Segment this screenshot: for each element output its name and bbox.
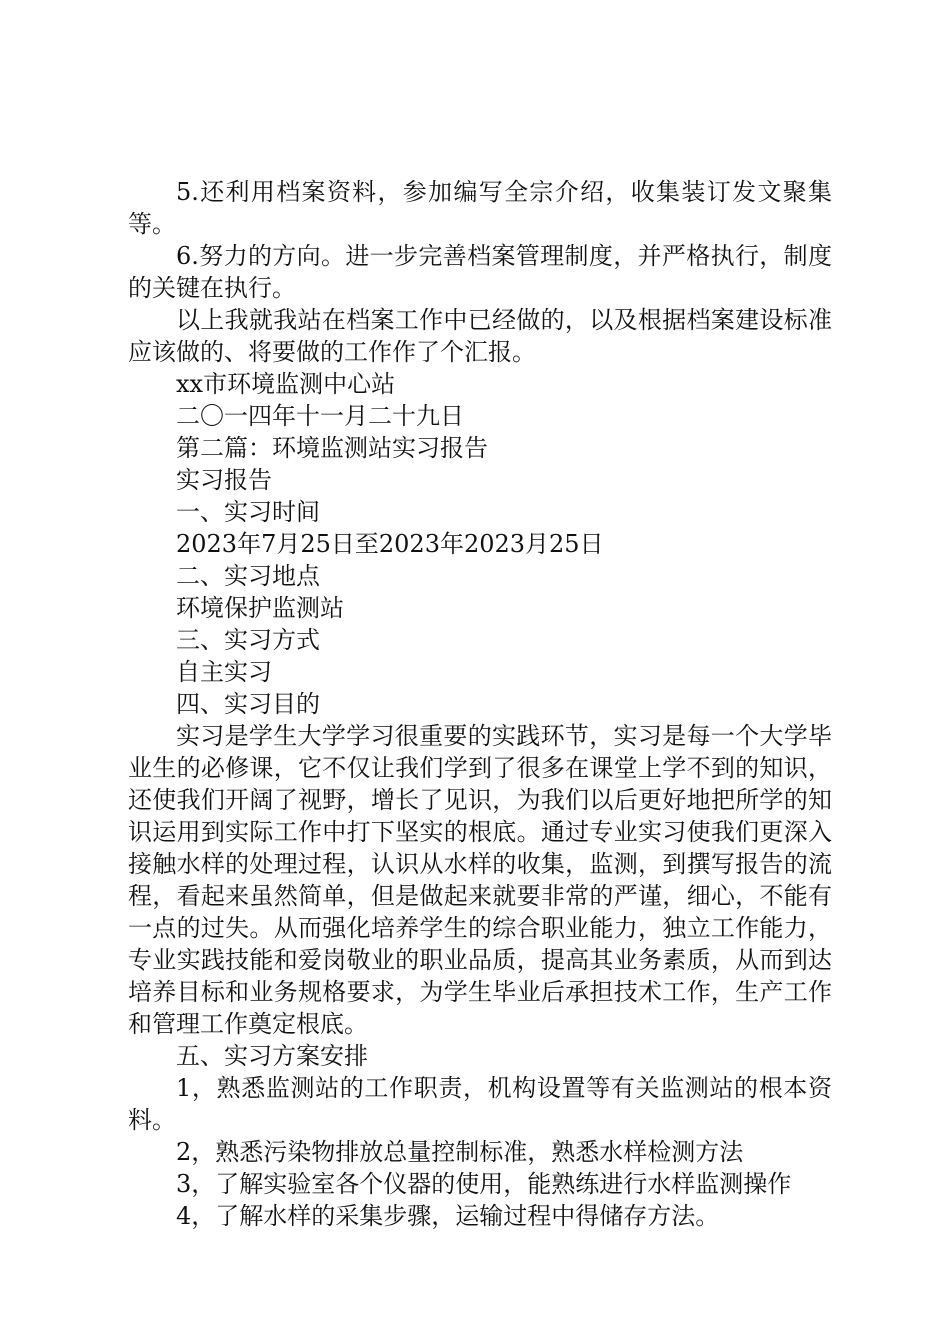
plan-item-4: 4，了解水样的采集步骤，运输过程中得储存方法。 <box>176 1202 720 1230</box>
heading-internship-method: 三、实习方式 <box>176 626 320 654</box>
internship-time-value: 2023年7月25日至2023年2023月25日 <box>176 530 604 558</box>
plan-item-2: 2，熟悉污染物排放总量控制标准，熟悉水样检测方法 <box>176 1138 744 1166</box>
paragraph-item-6: 6.努力的方向。进一步完善档案管理制度，并严格执行，制度的关键在执行。 <box>128 242 832 302</box>
plan-item-1: 1，熟悉监测站的工作职责，机构设置等有关监测站的根本资料。 <box>128 1074 832 1134</box>
summary-paragraph: 以上我就我站在档案工作中已经做的，以及根据档案建设标准应该做的、将要做的工作作了个汇报。 <box>128 306 832 366</box>
internship-method-value: 自主实习 <box>176 658 272 686</box>
heading-internship-location: 二、实习地点 <box>176 562 320 590</box>
heading-internship-purpose: 四、实习目的 <box>176 690 320 718</box>
paragraph-item-5: 5.还利用档案资料，参加编写全宗介绍，收集装订发文聚集等。 <box>128 178 832 238</box>
heading-internship-time: 一、实习时间 <box>176 498 320 526</box>
section-title: 第二篇：环境监测站实习报告 <box>176 434 488 462</box>
heading-internship-plan: 五、实习方案安排 <box>176 1042 368 1070</box>
internship-purpose-body: 实习是学生大学学习很重要的实践环节，实习是每一个大学毕业生的必修课，它不仅让我们学到了很多在课堂上学不到的知识，还使我们开阔了视野，增长了见识，为我们以后更好地把所学的知识运用到实际工作中打下坚实的根底。通过专业实习使我们更深入接触水样的处理过程，认识从水样的收集，监测，到撰写报告的流程，看起来虽然简单，但是做起来就要非常的严谨，细心，不能有一点的过失。从而强化培养学生的综合职业能力，独立工作能力，专业实践技能和爱岗敬业的职业品质，提高其业务素质，从而到达培养目标和业务规格要求，为学生毕业后承担技术工作，生产工作和管理工作奠定根底。 <box>128 722 832 1038</box>
report-title: 实习报告 <box>176 466 272 494</box>
plan-item-3: 3，了解实验室各个仪器的使用，能熟练进行水样监测操作 <box>176 1170 792 1198</box>
document-date: 二〇一四年十一月二十九日 <box>176 402 464 430</box>
document-page <box>128 176 832 1232</box>
internship-location-value: 环境保护监测站 <box>176 594 344 622</box>
organization-name: xx市环境监测中心站 <box>176 370 396 398</box>
